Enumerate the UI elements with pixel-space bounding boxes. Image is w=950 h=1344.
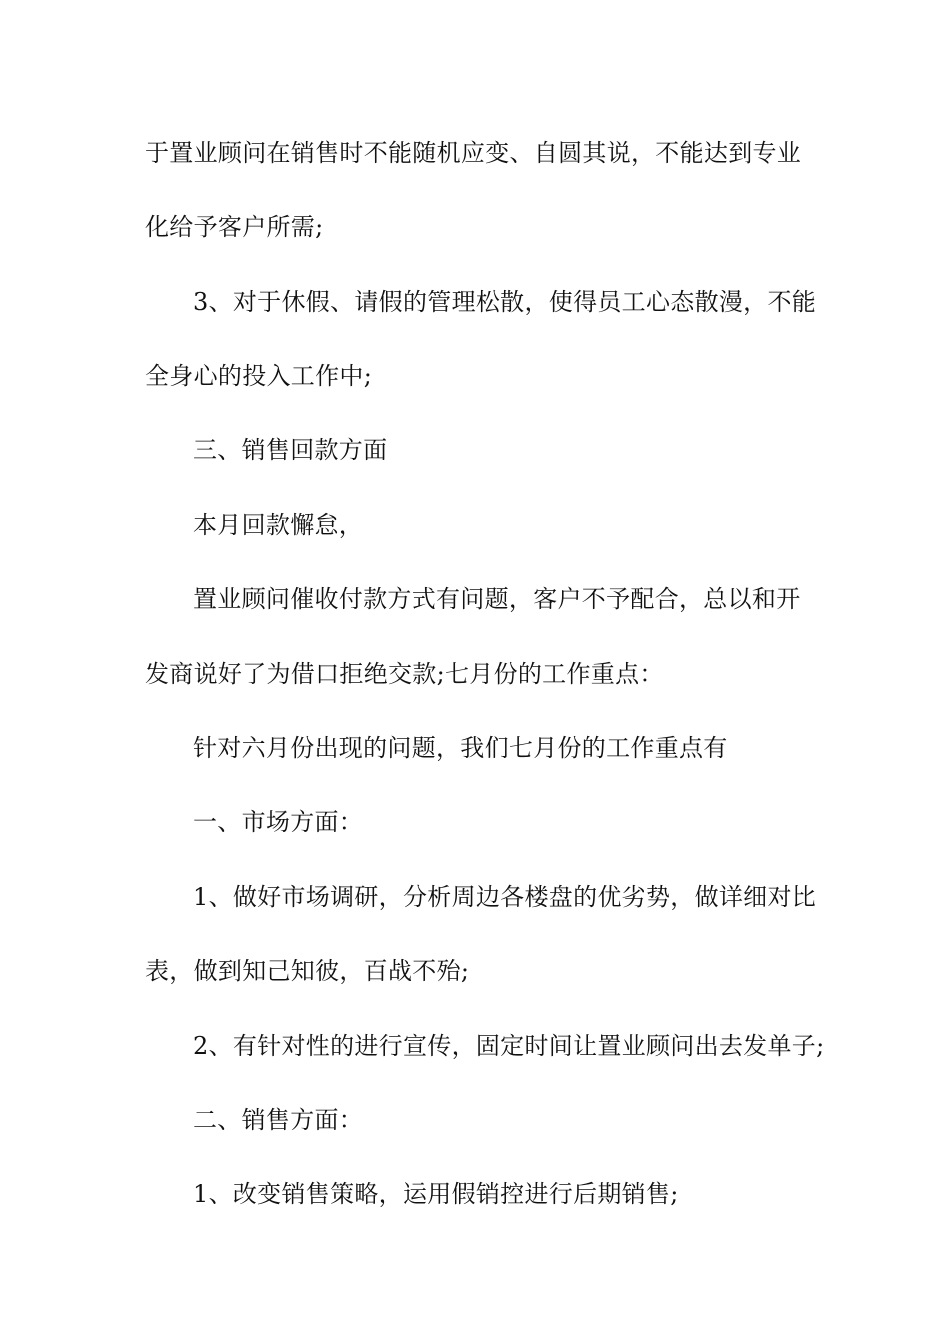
section-heading: 一、市场方面： [193, 808, 364, 836]
text-line: 1、改变销售策略，运用假销控进行后期销售; [193, 1180, 679, 1208]
text-line: 全身心的投入工作中; [145, 362, 373, 390]
text-line: 置业顾问催收付款方式有问题，客户不予配合，总以和开 [193, 585, 801, 613]
section-heading: 二、销售方面： [193, 1106, 364, 1134]
text-line: 化给予客户所需; [145, 213, 324, 241]
text-line: 2、有针对性的进行宣传，固定时间让置业顾问出去发单子; [193, 1032, 825, 1060]
text-line: 本月回款懈怠， [193, 511, 364, 539]
text-line: 3、对于休假、请假的管理松散，使得员工心态散漫，不能 [193, 288, 817, 316]
text-line: 表，做到知己知彼，百战不殆; [145, 957, 470, 985]
text-line: 1、做好市场调研，分析周边各楼盘的优劣势，做详细对比 [193, 883, 817, 911]
section-heading: 三、销售回款方面 [193, 436, 388, 464]
text-line: 于置业顾问在销售时不能随机应变、自圆其说，不能达到专业 [145, 139, 802, 167]
text-line: 发商说好了为借口拒绝交款;七月份的工作重点： [145, 660, 664, 688]
text-line: 针对六月份出现的问题，我们七月份的工作重点有 [193, 734, 728, 762]
